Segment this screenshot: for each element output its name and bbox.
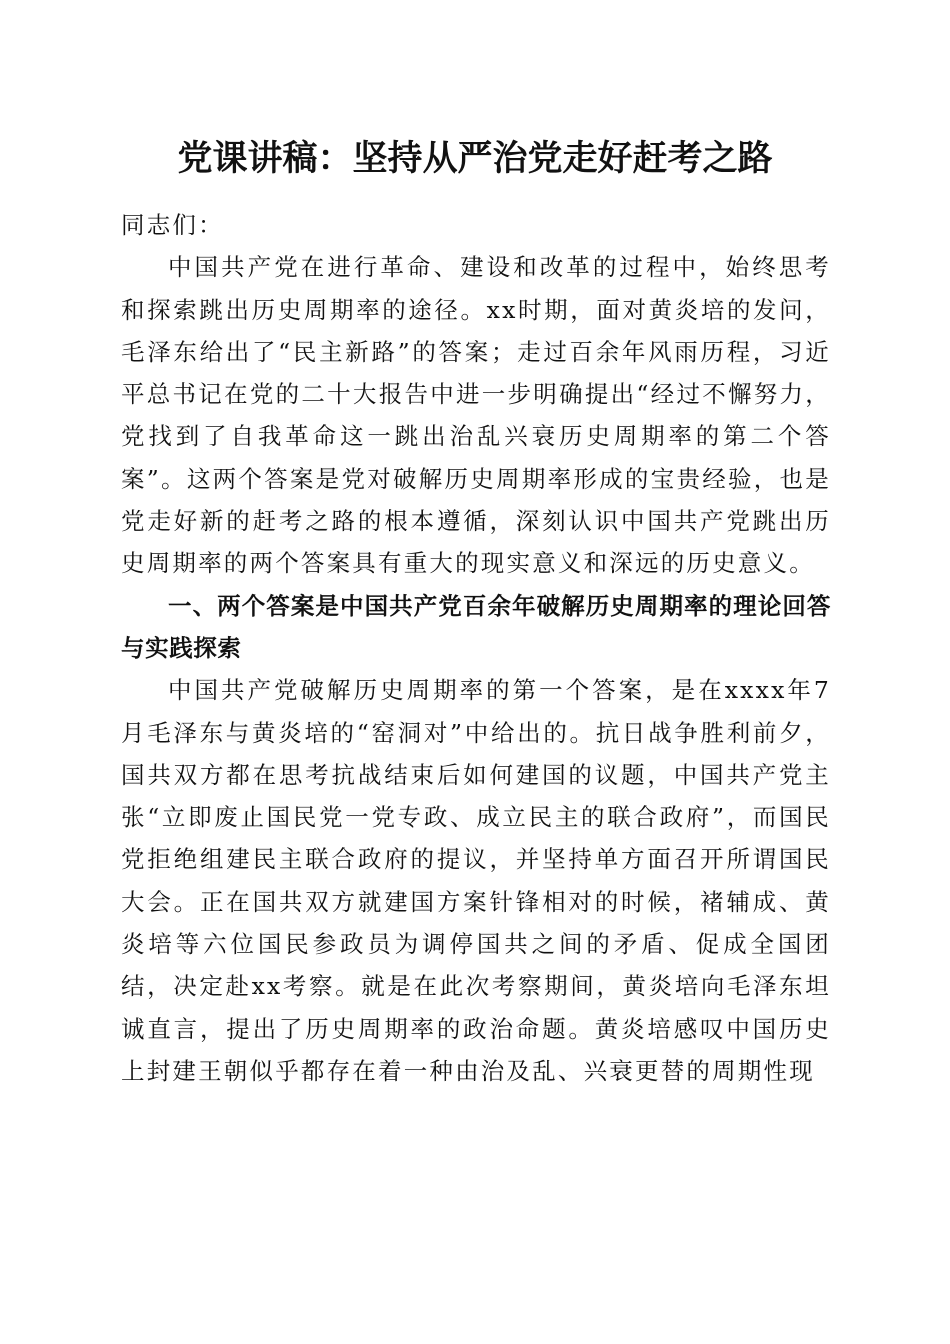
salutation: 同志们：: [121, 211, 224, 239]
document-body: [121, 204, 831, 1092]
intro-paragraph: 中国共产党在进行革命、建设和改革的过程中，始终思考和探索跳出历史周期率的途径。xx时期，面对黄炎培的发问，毛泽东给出了“民主新路”的答案；走过百余年风雨历程，习近平总书记在党的二十大报告中进一步明确提出“经过不懈努力，党找到了自我革命这一跳出治乱兴衰历史周期率的第二个答案”。这两个答案是党对破解历史周期率形成的宝贵经验，也是党走好新的赶考之路的根本遵循，深刻认识中国共产党跳出历史周期率的两个答案具有重大的现实意义和深远的历史意义。: [121, 253, 831, 578]
document-title: 党课讲稿：坚持从严治党走好赶考之路: [177, 139, 773, 179]
section-heading: 一、两个答案是中国共产党百余年破解历史周期率的理论回答与实践探索: [121, 591, 831, 662]
section-paragraph: 中国共产党破解历史周期率的第一个答案，是在xxxx年7月毛泽东与黄炎培的“窑洞对”中给出的。抗日战争胜利前夕，国共双方都在思考抗战结束后如何建国的议题，中国共产党主张“立即废止国民党一党专政、成立民主的联合政府”，而国民党拒绝组建民主联合政府的提议，并坚持单方面召开所谓国民大会。正在国共双方就建国方案针锋相对的时候，褚辅成、黄炎培等六位国民参政员为调停国共之间的矛盾、促成全国团结，决定赴xx考察。就是在此次考察期间，黄炎培向毛泽东坦诚直言，提出了历史周期率的政治命题。黄炎培感叹中国历史上封建王朝似乎都存在着一种由治及乱、兴衰更替的周期性现: [121, 676, 831, 1085]
